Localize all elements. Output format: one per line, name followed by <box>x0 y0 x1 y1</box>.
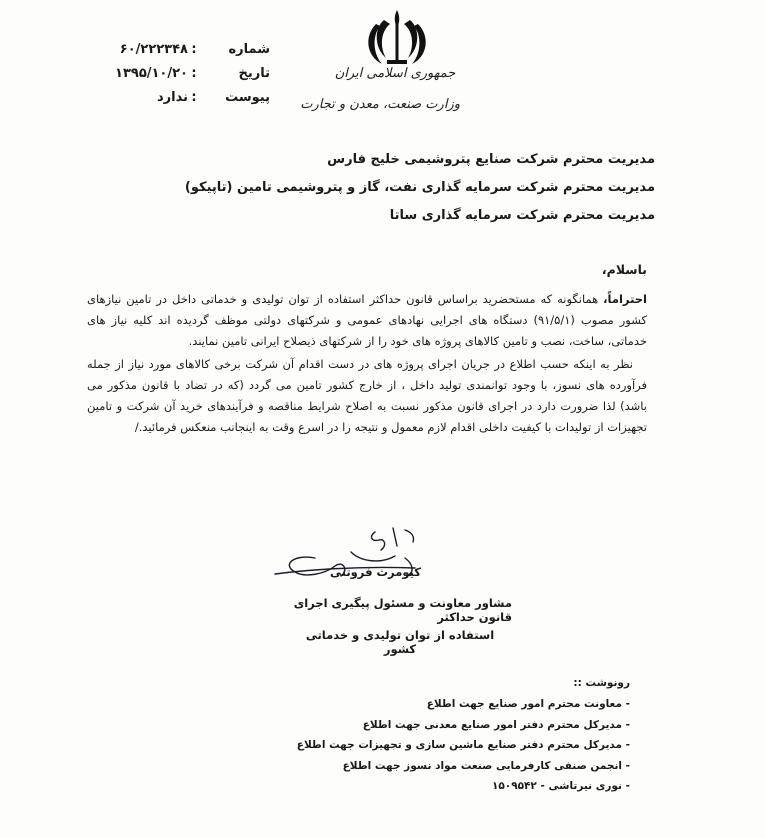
meta-date-label: تاریخ <box>238 66 270 81</box>
recipient-line: مدیریت محترم شرکت صنایع پتروشیمی خلیج فارس <box>327 152 655 167</box>
ministry-title: وزارت صنعت، معدن و تجارت <box>300 97 460 112</box>
meta-separator: : <box>191 66 197 81</box>
government-title: جمهوری اسلامی ایران <box>334 66 456 81</box>
meta-number-label: شماره <box>228 42 270 57</box>
meta-date-value: ۱۳۹۵/۱۰/۲۰ <box>115 66 188 81</box>
meta-number-value: ۶۰/۲۲۲۳۴۸ <box>119 42 188 57</box>
meta-attachment-value: ندارد <box>156 90 188 105</box>
meta-separator: : <box>191 90 197 105</box>
letter-meta <box>40 38 270 110</box>
cc-item: - مدیرکل محترم دفتر صنایع ماشین سازی و تجهیزات جهت اطلاع <box>296 739 630 751</box>
meta-separator: : <box>191 42 197 57</box>
greeting: باسلام، <box>601 262 647 277</box>
meta-number-row <box>40 38 270 62</box>
cc-item: - نوری نیرتاشی - ۱۵۰۹۵۴۲ <box>491 780 630 792</box>
body-paragraph-1 <box>87 289 647 352</box>
signatory-name: کیومرث فروتنی <box>330 565 421 579</box>
recipient-line: مدیریت محترم شرکت سرمایه گذاری ساتا <box>389 208 655 223</box>
meta-date-row <box>40 62 270 86</box>
cc-item: - انجمن صنفی کارفرمایی صنعت مواد نسوز جهت اطلاع <box>342 759 630 772</box>
signatory-title-line-1: مشاور معاونت و مسئول پیگیری اجرای قانون حداکثر <box>293 596 512 624</box>
handwritten-signature-icon <box>255 518 455 598</box>
cc-item: - مدیرکل محترم دفتر امور صنایع معدنی جهت اطلاع <box>362 718 630 731</box>
cc-block <box>210 672 630 797</box>
body-paragraph-1-text: همانگونه که مستحضرید براساس قانون حداکثر استفاده از توان تولیدی و خدماتی داخل در تامین نیازهای کشور مصوب (۹۱/۵/۱) دستگاه های اجرایی نهادهای عمومی و شرکتهای دولتی موظف گردیده اند کلیه نیاز های خدماتی، ساخت، نصب و تامین کالاهای پروژه های خود را از شرکتهای ذیصلاح ایرانی تامین نمایند. <box>87 292 647 348</box>
letter-body <box>87 289 647 438</box>
recipients-block <box>135 146 655 230</box>
body-paragraph-2: نظر به اینکه حسب اطلاع در جریان اجرای پروژه های در دست اقدام آن شرکت برخی کالاهای مورد نیاز از جمله فرآورده های نسوز، با وجود توانمندی تولید داخل ، از خارج کشور تامین می گردد (که در تضاد با قانون مذکور می باشد) لذا ضرورت دارد در اجرای قانون مذکور نسبت به اصلاح شرایط مناقصه و فرآیندهای خرید آن شرکت و تامین تجهیزات از تولیدات با کیفیت داخلی اقدام لازم معمول و نتیجه را در اسرع وقت به اینجانب منعکس فرمائید./ <box>87 357 647 434</box>
cc-title: رونوشت :: <box>573 677 630 689</box>
signatory-title-line-2: استفاده از توان تولیدی و خدماتی کشور <box>305 628 495 656</box>
meta-attachment-label: پیوست <box>225 90 270 105</box>
cc-item: - معاونت محترم امور صنایع جهت اطلاع <box>426 698 630 710</box>
iran-emblem-icon <box>362 6 432 68</box>
recipient-line: مدیریت محترم شرکت سرمایه گذاری نفت، گاز و پتروشیمی تامین (تاپیکو) <box>184 180 655 195</box>
body-lead: احتراماً، <box>603 292 647 306</box>
meta-attachment-row <box>40 86 270 110</box>
